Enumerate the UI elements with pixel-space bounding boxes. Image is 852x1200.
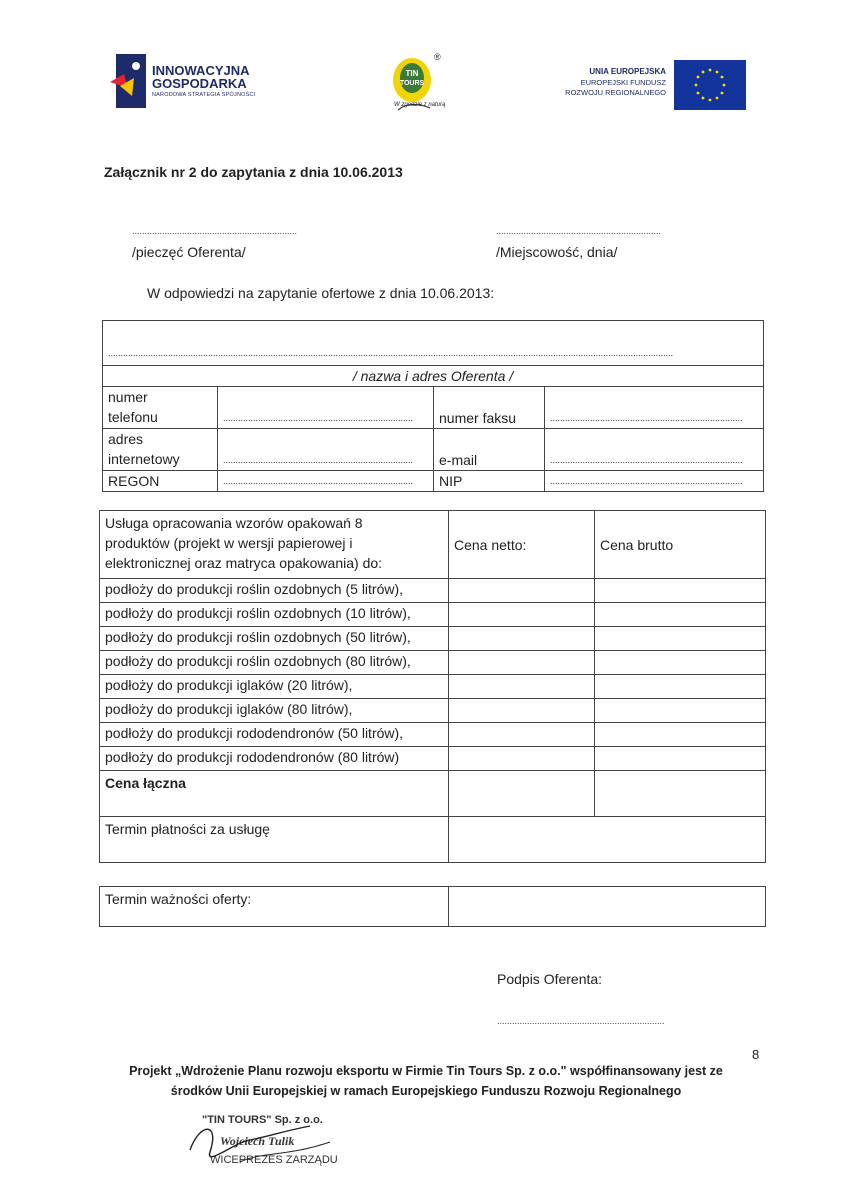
- place-dotted-line: ..................................................................: [496, 226, 662, 236]
- ig-line2: GOSPODARKA: [152, 76, 247, 91]
- tin-tours-logo: [380, 50, 452, 120]
- net-price-row-8[interactable]: [449, 747, 595, 771]
- phone-dots: ............................................................................: [223, 413, 414, 423]
- web-field[interactable]: [218, 429, 434, 471]
- service-row-7: podłoży do produkcji rododendronów (50 litrów),: [100, 723, 449, 747]
- bidder-name-dots: ..................................................................................................................................................................................................................................: [108, 348, 674, 358]
- phone-label-cell: [103, 387, 218, 429]
- company-stamp: [180, 1112, 380, 1172]
- phone-field[interactable]: [218, 387, 434, 429]
- gross-price-row-3[interactable]: [595, 627, 766, 651]
- service-header-cell: [100, 511, 449, 579]
- stamp-line-3: WICEPREZES ZARZĄDU: [210, 1154, 338, 1166]
- gross-price-row-2[interactable]: [595, 603, 766, 627]
- signature-dotted-line[interactable]: ...................................................................: [497, 1016, 665, 1026]
- regon-label: REGON: [103, 471, 218, 492]
- payment-term-field[interactable]: [449, 817, 766, 863]
- registered-mark: ®: [434, 52, 441, 62]
- validity-table: [99, 886, 766, 927]
- email-label: e-mail: [434, 429, 545, 471]
- phone-label-1: numer: [108, 389, 148, 405]
- net-price-row-2[interactable]: [449, 603, 595, 627]
- footer-line-2: środków Unii Europejskiej w ramach Europejskiego Funduszu Rozwoju Regionalnego: [170, 1084, 682, 1098]
- regon-field[interactable]: [218, 471, 434, 492]
- fax-dots: .............................................................................: [550, 413, 743, 423]
- web-label-1: adres: [108, 431, 144, 447]
- web-label-cell: [103, 429, 218, 471]
- eu-logo: [530, 58, 746, 110]
- net-price-row-4[interactable]: [449, 651, 595, 675]
- eu-line1: UNIA EUROPEJSKA: [589, 67, 666, 76]
- place-label: /Miejscowość, dnia/: [496, 244, 618, 260]
- service-row-4: podłoży do produkcji roślin ozdobnych (80 litrów),: [100, 651, 449, 675]
- net-price-row-7[interactable]: [449, 723, 595, 747]
- eu-flag-icon: [674, 60, 746, 110]
- service-row-1: podłoży do produkcji roślin ozdobnych (5 litrów),: [100, 579, 449, 603]
- eu-line2: EUROPEJSKI FUNDUSZ: [580, 78, 666, 87]
- bidder-table: [102, 320, 764, 492]
- gross-price-row-1[interactable]: [595, 579, 766, 603]
- payment-term-label: Termin płatności za usługę: [100, 817, 449, 863]
- document-title: Załącznik nr 2 do zapytania z dnia 10.06.2013: [104, 164, 403, 180]
- service-row-8: podłoży do produkcji rododendronów (80 litrów): [100, 747, 449, 771]
- nip-field[interactable]: [545, 471, 764, 492]
- service-row-2: podłoży do produkcji roślin ozdobnych (10 litrów),: [100, 603, 449, 627]
- gross-price-row-6[interactable]: [595, 699, 766, 723]
- gross-price-header: Cena brutto: [595, 511, 766, 579]
- service-row-3: podłoży do produkcji roślin ozdobnych (50 litrów),: [100, 627, 449, 651]
- stamp-label: /pieczęć Oferenta/: [132, 244, 246, 260]
- email-dots: .............................................................................: [550, 455, 743, 465]
- net-price-row-5[interactable]: [449, 675, 595, 699]
- net-price-row-3[interactable]: [449, 627, 595, 651]
- web-label-2: internetowy: [108, 451, 180, 467]
- intro-text: W odpowiedzi na zapytanie ofertowe z dnia 10.06.2013:: [147, 285, 495, 301]
- page-number: 8: [752, 1047, 760, 1062]
- total-net-cell[interactable]: [449, 771, 595, 817]
- gross-price-row-7[interactable]: [595, 723, 766, 747]
- nip-label: NIP: [434, 471, 545, 492]
- bidder-name-cell[interactable]: [103, 321, 764, 366]
- nip-dots: .............................................................................: [550, 476, 743, 486]
- net-price-row-6[interactable]: [449, 699, 595, 723]
- ig-line1: INNOWACYJNA: [152, 63, 250, 78]
- stamp-line-2: Wojciech Tulik: [220, 1134, 295, 1148]
- net-price-header: Cena netto:: [449, 511, 595, 579]
- handwritten-signature-icon: [180, 1112, 380, 1172]
- total-price-label: Cena łączna: [100, 771, 449, 817]
- ig-line3: NARODOWA STRATEGIA SPÓJNOŚCI: [152, 92, 256, 98]
- gross-price-row-4[interactable]: [595, 651, 766, 675]
- service-header-1: Usługa opracowania wzorów opakowań 8: [105, 515, 363, 531]
- service-header-2: produktów (projekt w wersji papierowej i: [105, 535, 353, 551]
- service-row-6: podłoży do produkcji iglaków (80 litrów),: [100, 699, 449, 723]
- svg-text:TOURS: TOURS: [399, 80, 425, 87]
- service-header-3: elektronicznej oraz matryca opakowania) do:: [105, 555, 383, 571]
- validity-label: Termin ważności oferty:: [100, 887, 449, 927]
- tin-tours-badge-icon: [380, 50, 452, 120]
- tin-tours-tagline: W zgodzie z naturą: [394, 102, 446, 108]
- price-table: [99, 510, 766, 863]
- eu-line3: ROZWOJU REGIONALNEGO: [565, 88, 666, 97]
- validity-field[interactable]: [449, 887, 766, 927]
- svg-text:TIN: TIN: [405, 69, 419, 78]
- ig-emblem-icon: [108, 52, 150, 110]
- gross-price-row-5[interactable]: [595, 675, 766, 699]
- fax-field[interactable]: [545, 387, 764, 429]
- web-dots: ............................................................................: [223, 455, 414, 465]
- fax-label: numer faksu: [434, 387, 545, 429]
- signature-label: Podpis Oferenta:: [497, 971, 603, 987]
- bidder-caption: / nazwa i adres Oferenta /: [103, 366, 764, 387]
- net-price-row-1[interactable]: [449, 579, 595, 603]
- total-gross-cell[interactable]: [595, 771, 766, 817]
- email-field[interactable]: [545, 429, 764, 471]
- regon-dots: ............................................................................: [223, 476, 414, 486]
- stamp-line-1: "TIN TOURS" Sp. z o.o.: [202, 1114, 323, 1126]
- gross-price-row-8[interactable]: [595, 747, 766, 771]
- phone-label-2: telefonu: [108, 409, 158, 425]
- stamp-dotted-line: ..................................................................: [132, 226, 298, 236]
- service-row-5: podłoży do produkcji iglaków (20 litrów),: [100, 675, 449, 699]
- innowacyjna-gospodarka-logo: [108, 52, 288, 110]
- footer-line-1: Projekt „Wdrożenie Planu rozwoju eksportu w Firmie Tin Tours Sp. z o.o." współfinansowany jest ze: [129, 1064, 723, 1078]
